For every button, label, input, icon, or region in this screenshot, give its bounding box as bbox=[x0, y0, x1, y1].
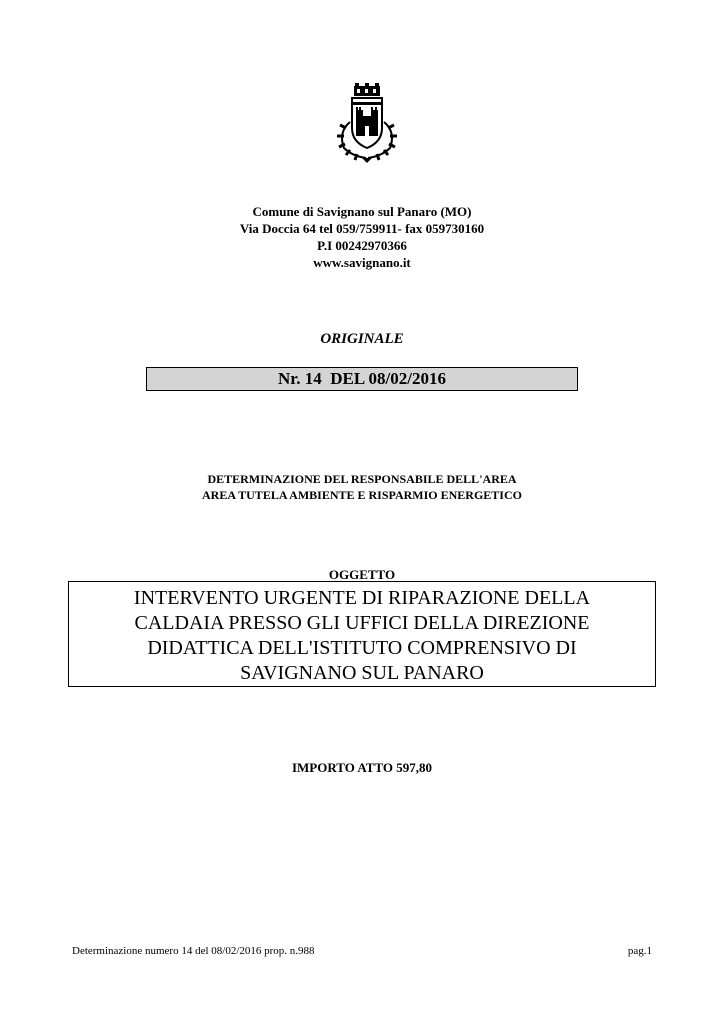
municipality-vat: P.I 00242970366 bbox=[317, 238, 407, 253]
municipality-header bbox=[0, 203, 724, 271]
determination-line-2: AREA TUTELA AMBIENTE E RISPARMIO ENERGETICO bbox=[202, 488, 522, 502]
footer-reference: Determinazione numero 14 del 08/02/2016 prop. n.988 bbox=[72, 945, 315, 957]
municipality-name: Comune di Savignano sul Panaro (MO) bbox=[252, 204, 472, 219]
subject-line-3: DIDATTICA DELL'ISTITUTO COMPRENSIVO DI bbox=[147, 637, 577, 659]
determination-line-1: DETERMINAZIONE DEL RESPONSABILE DELL'AREA bbox=[207, 472, 517, 486]
municipality-address: Via Doccia 64 tel 059/759911- fax 059730160 bbox=[239, 221, 485, 236]
footer-page-number: pag.1 bbox=[627, 945, 652, 957]
subject-line-2: CALDAIA PRESSO GLI UFFICI DELLA DIREZIONE bbox=[134, 612, 590, 634]
municipal-coat-of-arms-icon bbox=[328, 82, 406, 164]
subject-line-4: SAVIGNANO SUL PANARO bbox=[240, 662, 484, 684]
subject-line-1: INTERVENTO URGENTE DI RIPARAZIONE DELLA bbox=[133, 587, 591, 609]
document-status: ORIGINALE bbox=[320, 331, 404, 347]
amount-line: IMPORTO ATTO 597,80 bbox=[291, 760, 433, 775]
document-number-box bbox=[146, 367, 578, 391]
subject-label: OGGETTO bbox=[328, 567, 396, 582]
document-number: Nr. 14 DEL 08/02/2016 bbox=[278, 369, 446, 388]
subject-box bbox=[68, 581, 656, 687]
determination-heading bbox=[0, 471, 724, 503]
municipality-website: www.savignano.it bbox=[313, 255, 411, 270]
